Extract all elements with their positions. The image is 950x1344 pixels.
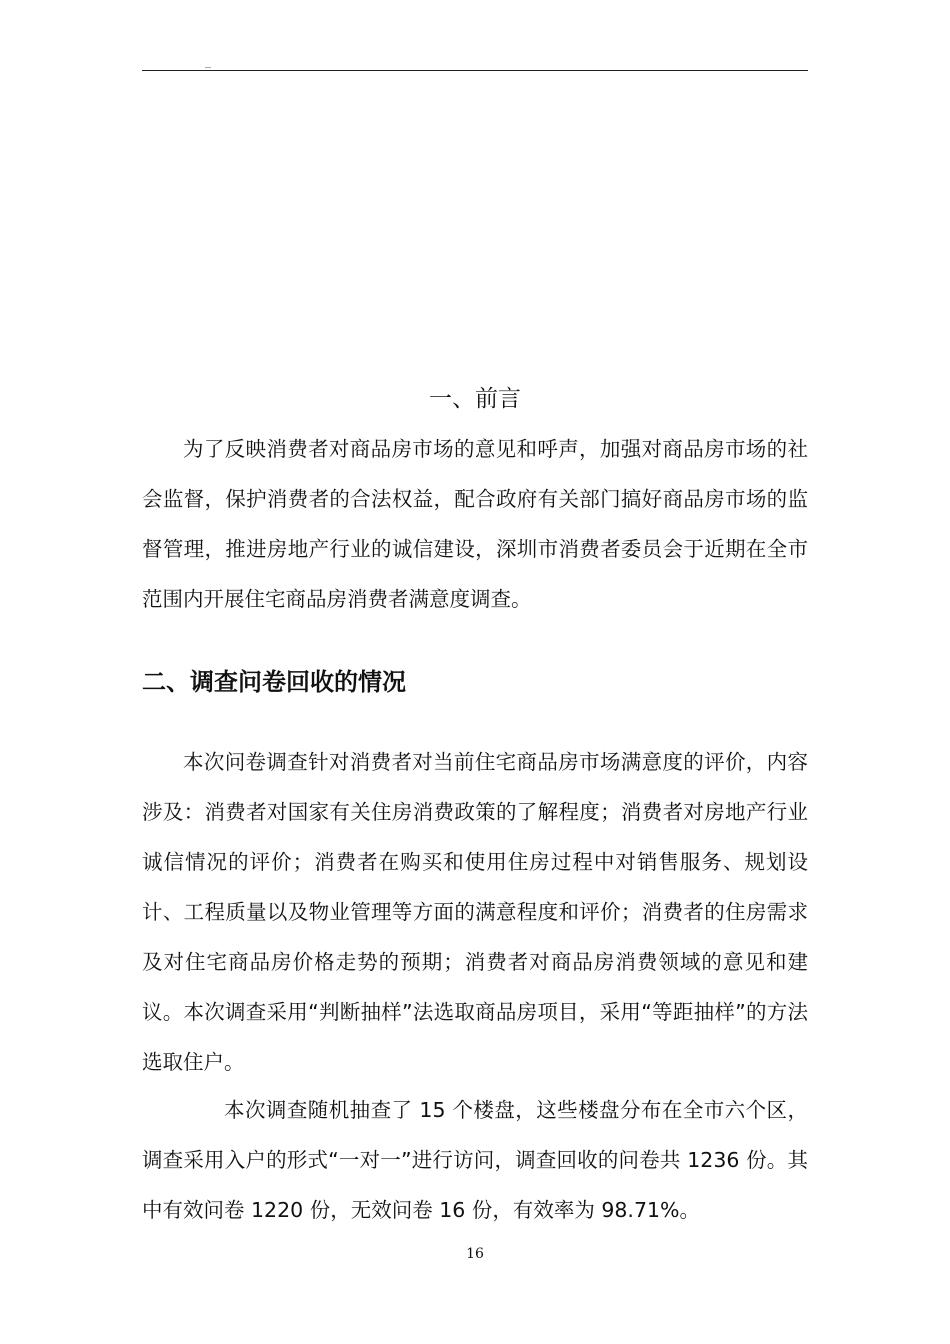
survey-content-paragraph: 本次问卷调查针对消费者对当前住宅商品房市场满意度的评价，内容涉及：消费者对国家有关住房消费政策的了解程度；消费者对房地产行业诚信情况的评价；消费者在购买和使用住房过程中对销售服务、规划设计、工程质量以及物业管理等方面的满意程度和评价；消费者的住房需求及对住宅商品房价格走势的预期；消费者对商品房消费领域的意见和建议。本次调查采用“判断抽样”法选取商品房项目，采用“等距抽样”的方法选取住户。 — [142, 750, 808, 1074]
preface-paragraph: 为了反映消费者对商品房市场的意见和呼声，加强对商品房市场的社会监督，保护消费者的合法权益，配合政府有关部门搞好商品房市场的监督管理，推进房地产行业的诚信建设，深圳市消费者委员会于近期在全市范围内开展住宅商品房消费者满意度调查。 — [142, 437, 808, 611]
header-rule — [142, 70, 808, 71]
section-title-survey-collection: 二、调查问卷回收的情况 — [142, 668, 406, 696]
section-title-preface: 一、前言 — [429, 386, 521, 412]
survey-sample-paragraph: 本次调查随机抽查了 15 个楼盘，这些楼盘分布在全市六个区，调查采用入户的形式“一对一”进行访问，调查回收的问卷共 1236 份。其中有效问卷 1220 份，无效问卷 16 份，有效率为 98.71%。 — [142, 1098, 808, 1222]
header-mark — [205, 67, 211, 68]
page-number: 16 — [466, 1246, 484, 1262]
